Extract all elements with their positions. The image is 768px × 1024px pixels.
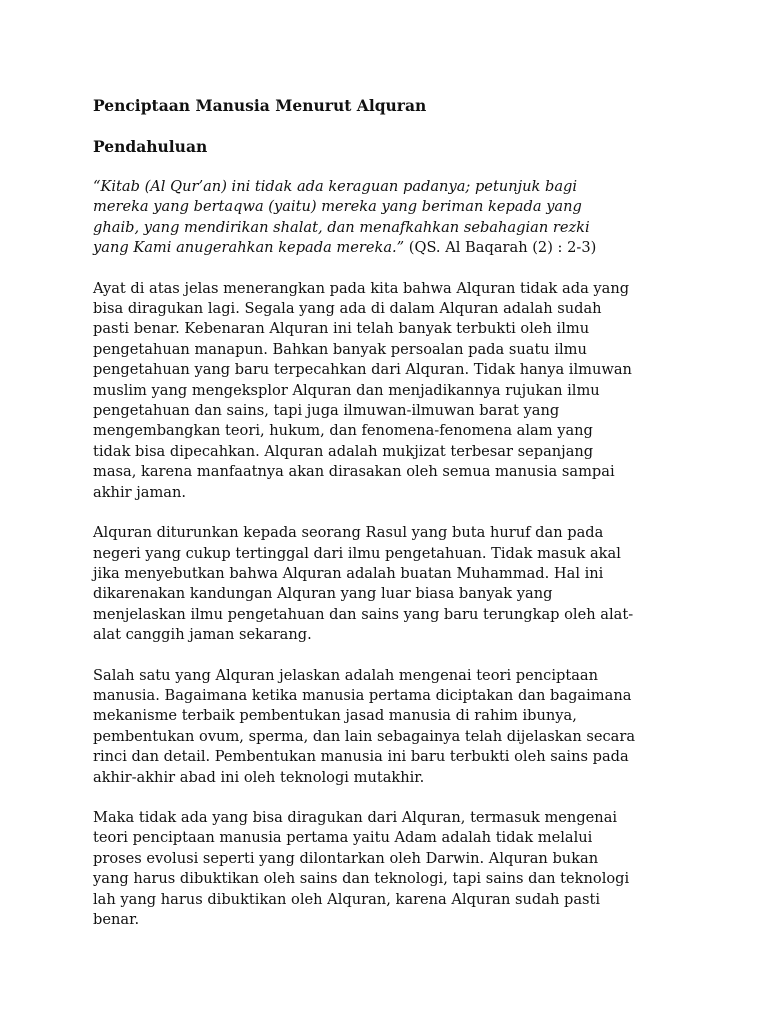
paragraph-2: Alquran diturunkan kepada seorang Rasul yang buta huruf dan pada negeri yang cukup tertinggal dari ilmu pengetahuan. Tidak masuk akal jika menyebutkan bahwa Alquran adalah buatan Muhammad. Hal ini dikarenakan kandungan Alquran yang luar biasa banyak yang menjelaskan ilmu pengetahuan dan sains yang baru terungkap oleh alat- alat canggih jaman sekarang. [93,524,634,644]
quote-reference: (QS. Al Baqarah (2) : 2-3) [404,239,597,257]
document-page [93,96,678,930]
document-title: Penciptaan Manusia Menurut Alquran [93,96,427,115]
paragraph-1: Ayat di atas jelas menerangkan pada kita bahwa Alquran tidak ada yang bisa diragukan lagi. Segala yang ada di dalam Alquran adalah sudah pasti benar. Kebenaran Alquran ini telah banyak terbukti oleh ilmu pengetahuan manapun. Bahkan banyak persoalan pada suatu ilmu pengetahuan yang baru terpecahkan dari Alquran. Tidak hanya ilmuwan muslim yang mengeksplor Alquran dan menjadikannya rujukan ilmu pengetahuan dan sains, tapi juga ilmuwan-ilmuwan barat yang mengembangkan teori, hukum, dan fenomena-fenomena alam yang tidak bisa dipecahkan. Alquran adalah mukjizat terbesar sepanjang masa, karena manfaatnya akan dirasakan oleh semua manusia sampai akhir jaman. [93,279,632,501]
quran-quote [93,177,678,259]
paragraph-3: Salah satu yang Alquran jelaskan adalah mengenai teori penciptaan manusia. Bagaimana ketika manusia pertama diciptakan dan bagaimana mekanisme terbaik pembentukan jasad manusia di rahim ibunya, pembentukan ovum, sperma, dan lain sebagainya telah dijelaskan secara rinci dan detail. Pembentukan manusia ini baru terbukti oleh sains pada akhir-akhir abad ini oleh teknologi mutakhir. [93,666,636,786]
section-heading: Pendahuluan [93,137,208,156]
paragraph-4: Maka tidak ada yang bisa diragukan dari Alquran, termasuk mengenai teori penciptaan manusia pertama yaitu Adam adalah tidak melalui proses evolusi seperti yang dilontarkan oleh Darwin. Alquran bukan yang harus dibuktikan oleh sains dan teknologi, tapi sains dan teknologi lah yang harus dibuktikan oleh Alquran, karena Alquran sudah pasti benar. [93,808,630,928]
quote-text: “Kitab (Al Qur’an) ini tidak ada keraguan padanya; petunjuk bagi mereka yang bertaqwa (yaitu) mereka yang beriman kepada yang ghaib, yang mendirikan shalat, dan menafkahkan sebahagian rezki yang Kami anugerahkan kepada mereka.” [93,178,590,257]
